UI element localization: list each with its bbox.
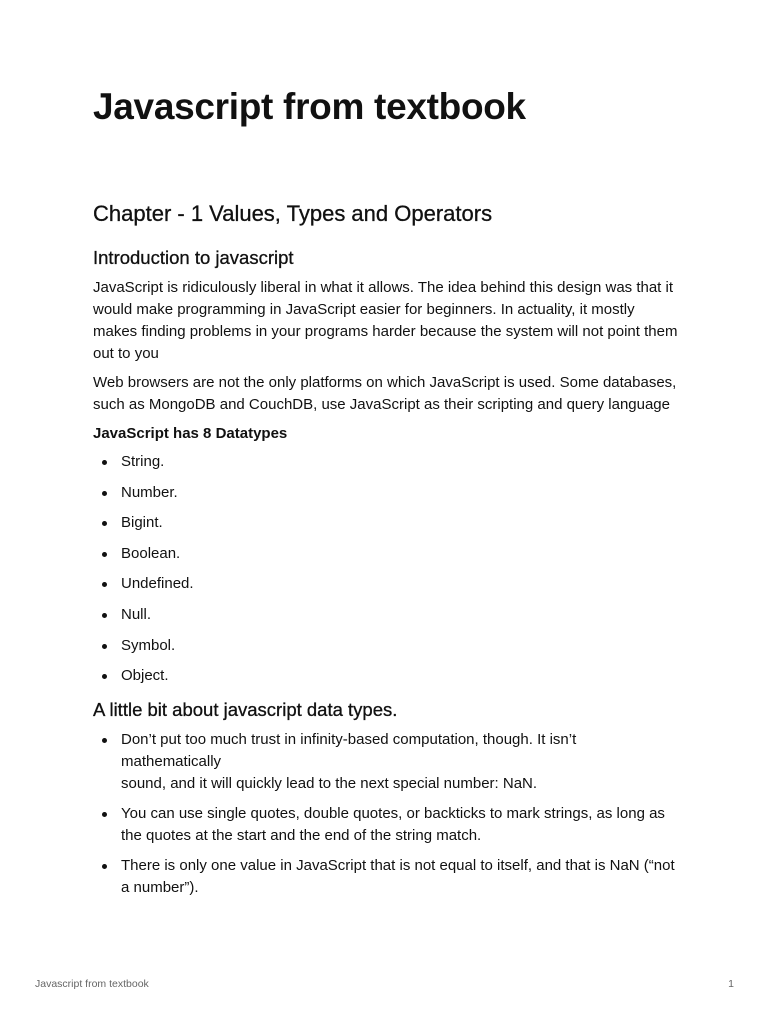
list-item	[93, 855, 678, 899]
datatype-label: Number.	[121, 483, 178, 501]
note-text-line2: sound, and it will quickly lead to the next special number: NaN.	[121, 775, 538, 793]
chapter-title: Chapter - 1 Values, Types and Operators	[93, 201, 493, 226]
note-text-line1: Don’t put too much trust in infinity-based computation, though. It isn’t mathematically	[121, 731, 577, 771]
list-item	[93, 665, 678, 687]
intro-heading: Introduction to javascript	[93, 247, 294, 268]
datatype-label: Undefined.	[121, 575, 194, 593]
datatypes-heading: JavaScript has 8 Datatypes	[93, 425, 288, 442]
bullet-icon	[102, 738, 107, 743]
datatype-label: Null.	[121, 605, 152, 623]
list-item	[93, 729, 678, 795]
list-item	[93, 543, 678, 565]
datatype-label: Boolean.	[121, 544, 181, 562]
note-text: There is only one value in JavaScript that is not equal to itself, and that is NaN (“not a number”).	[121, 857, 675, 897]
document-title: Javascript from textbook	[93, 86, 526, 127]
footer-title: Javascript from textbook	[35, 978, 149, 990]
list-item	[93, 573, 678, 595]
list-item	[93, 482, 678, 504]
bullet-icon	[102, 613, 107, 618]
list-item	[93, 451, 678, 473]
list-item	[93, 635, 678, 657]
intro-paragraph-1: JavaScript is ridiculously liberal in what it allows. The idea behind this design was that it would make programming in JavaScript easier for beginners. In actuality, it mostly makes finding problems in your programs harder because the system will not point them out to you	[93, 279, 678, 362]
page-number: 1	[728, 978, 734, 990]
bullet-icon	[102, 582, 107, 587]
bullet-icon	[102, 674, 107, 679]
list-item	[93, 604, 678, 626]
list-item	[93, 803, 678, 847]
bullet-icon	[102, 552, 107, 557]
data-types-notes-list	[93, 729, 678, 899]
bullet-icon	[102, 460, 107, 465]
datatype-label: String.	[121, 453, 165, 470]
data-types-heading: A little bit about javascript data types.	[93, 699, 398, 721]
datatype-label: Bigint.	[121, 514, 163, 532]
document-body	[93, 246, 678, 907]
bullet-icon	[102, 491, 107, 496]
note-text: You can use single quotes, double quotes, or backticks to mark strings, as long as the quotes at the start and the end of the string match.	[121, 805, 665, 845]
datatypes-list	[93, 451, 678, 687]
bullet-icon	[102, 644, 107, 649]
list-item	[93, 512, 678, 534]
intro-paragraph-2: Web browsers are not the only platforms on which JavaScript is used. Some databases, such as MongoDB and CouchDB, use JavaScript as their scripting and query language	[93, 374, 677, 413]
datatype-label: Object.	[121, 667, 169, 685]
datatype-label: Symbol.	[121, 636, 176, 654]
bullet-icon	[102, 812, 107, 817]
bullet-icon	[102, 521, 107, 526]
data-types-section	[93, 698, 678, 899]
bullet-icon	[102, 864, 107, 869]
